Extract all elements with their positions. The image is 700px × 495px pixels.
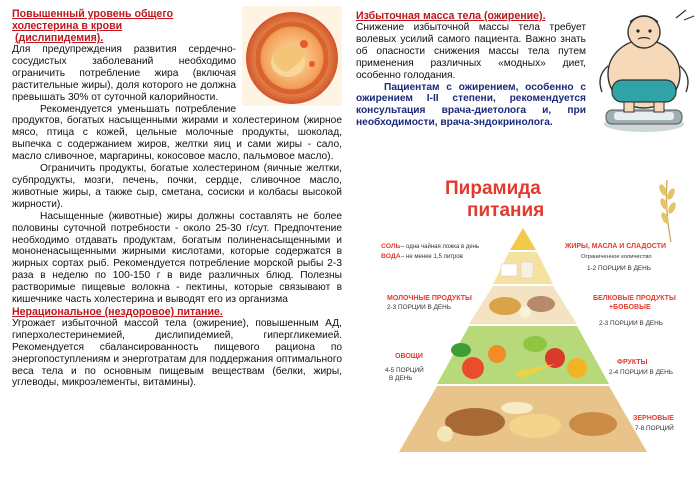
cholesterol-paragraph-3: Ограничить продукты, богатые холестерином (яичные желтки, субпродукты, мозги, печень, почки, сердце, сливочное масло, животные жиры, а также сыр, сметана, сосиски и колбасы высокой жирности). [12,163,342,210]
left-column [12,8,342,389]
veg-label: ОВОЩИ [395,353,423,360]
fruit-label: ФРУКТЫ [617,359,648,366]
obesity-paragraph-1: Снижение избыточной массы тела требует волевых усилий самого пациента. Важно знать об опасности снижения массы тела путем применения различных «модных» диет, особенно голодания. [356,22,586,81]
obesity-paragraph-2: Пациентам с ожирением, особенно с ожирением I-II степени, рекомендуется консультация врача-диетолога и, при необходимости, врача-эндокринолога. [356,81,586,129]
protein-portions: 2-3 ПОРЦИИ В ДЕНЬ [599,320,663,327]
salt-note: – одна чайная ложка в день [401,244,480,250]
fats-label: ЖИРЫ, МАСЛА И СЛАДОСТИ [565,243,666,250]
veg-portions-1: 4-5 ПОРЦИЙ [385,367,424,374]
cholesterol-paragraph-2: Рекомендуется уменьшать потребление продуктов, богатых насыщенными жирами и холестерином (жирное мясо, птица с кожей, цельные молочные продукты, шоколад, выпечка с содержанием жиров, желтки яиц и сами жиры - сало, масло сливочное, маргарины, кокосовое масло, пальмовое масло). [12,103,342,163]
food-pyramid [365,172,695,490]
grain-label: ЗЕРНОВЫЕ [633,415,674,422]
pyramid-tier-protein [469,286,577,324]
artery-plaque-image [242,6,342,106]
dairy-label: МОЛОЧНЫЕ ПРОДУКТЫ [387,295,472,302]
wheat-decoration [658,180,678,242]
cholesterol-heading: Повышенный уровень общего холестерина в крови (дислипидемия). [12,8,174,44]
dairy-portions: 2-3 ПОРЦИИ В ДЕНЬ [387,304,451,311]
unhealthy-diet-heading: Нерациональное (нездоровое) питание. [12,305,223,318]
veg-portions-2: В ДЕНЬ [389,375,413,382]
protein-plus: +БОБОВЫЕ [609,304,651,311]
salt-label: СОЛЬ [381,243,401,250]
fats-note: Ограниченное количество [581,254,652,260]
fats-portions: 1-2 ПОРЦИИ В ДЕНЬ [587,265,651,272]
pyramid-title-1: Пирамида [445,178,541,199]
protein-label: БЕЛКОВЫЕ ПРОДУКТЫ [593,295,676,302]
obese-man-on-scale-image [588,6,700,136]
fruit-portions: 2-4 ПОРЦИИ В ДЕНЬ [609,369,673,376]
water-note: – не менее 1,5 литров [401,254,463,260]
unhealthy-diet-paragraph: Угрожает избыточной массой тела (ожирение), повышенным АД, гиперхолестеринемией, дислипидемией, гипергликемией. Рекомендуется сбалансированность пищевого рациона по энергопоступлениям и энерготратам для поддержания оптимального веса тела и по основным пищевым веществам (белки, жиры, углеводы, микроэлементы, витамины). [12,317,342,389]
cholesterol-paragraph-1: Для предупреждения развития сердечно-сосудистых заболеваний необходимо ограничить потребление жира (включая растительные жиры), доля которого не должна превышать 30% от суточной калорийности. [12,44,236,103]
grain-portions: 7-8 ПОРЦИЙ [635,425,674,432]
obesity-heading: Избыточная масса тела (ожирение). [356,10,546,22]
pyramid-top-tier [510,228,536,250]
pyramid-title-2: питания [467,200,545,221]
cholesterol-paragraph-4: Насыщенные (животные) жиры должны составлять не более половины суточной потребности - около 25-30 г/сут. Предпочтение необходимо отдавать продуктам, богатым полиненасыщенными и мононенасыщенными жирными кислотами, которые содержатся в жирных сортах рыб. Рекомендуется потребление морской рыбы 2-3 раза в неделю по 100-150 г в виде различных блюд. Полезны растворимые пищевые волокна - пектины, которые связывают в кишечнике часть холестерина и выводят его из организма [12,210,342,306]
right-column [356,10,686,136]
water-label: ВОДА [381,253,401,260]
